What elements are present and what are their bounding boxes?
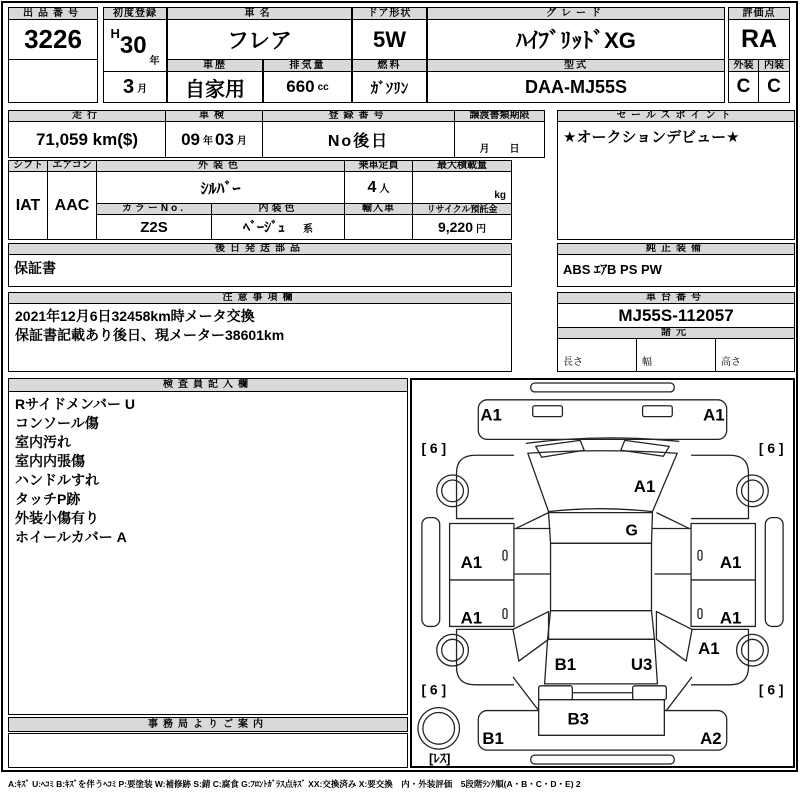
damage-mark: A1	[460, 608, 483, 628]
car-diagram-svg	[412, 380, 793, 766]
grade-value: ﾊｲﾌﾞﾘｯﾄﾞXG	[427, 19, 725, 60]
rear-window-shape	[548, 611, 655, 640]
tire-front-left-inner	[442, 480, 464, 502]
inspector-line: コンソール傷	[15, 415, 99, 431]
door-shape-label: ドア形状	[352, 7, 427, 20]
notes-label: 注意事項欄	[8, 292, 512, 304]
cowl-line	[526, 438, 679, 443]
score-value: RA	[728, 19, 790, 60]
damage-mark: B1	[482, 729, 504, 749]
door-handle	[698, 550, 702, 560]
interior-grade-label: 内装	[758, 59, 790, 72]
era-letter: H	[110, 26, 120, 41]
office-info-label: 事務局よりご案内	[8, 717, 408, 732]
front-bumper-shape	[478, 400, 726, 440]
spec-height-label: 高さ	[715, 338, 795, 372]
door-handle	[698, 609, 702, 619]
damage-mark: A1	[719, 608, 742, 628]
roof-shape	[551, 543, 652, 610]
lot-empty-cell	[8, 59, 98, 103]
grade-label: グレード	[427, 7, 725, 20]
sales-point-value: ★オークションデビュー★	[557, 121, 795, 240]
rear-gate-lower-shape	[539, 700, 665, 736]
tire-depth-label: [ 6 ]	[758, 681, 784, 698]
quarter-left-shape	[513, 612, 549, 661]
era-year: 30	[119, 31, 147, 59]
car-damage-diagram	[410, 378, 795, 768]
sales-point-label: セールスポイント	[557, 110, 795, 122]
exterior-grade-label: 外装	[728, 59, 759, 72]
inspection-value	[165, 121, 263, 158]
wiper-left-shape	[536, 440, 584, 457]
oem-equipment-value: ABS ｴｱB PS PW	[557, 254, 795, 287]
sill-right-shape	[765, 518, 783, 627]
spec-length-label: 長さ	[557, 338, 637, 372]
rear-corner-right	[666, 677, 692, 711]
rear-corner-left	[513, 677, 539, 711]
first-registration-month	[103, 71, 167, 103]
a-pillar-right	[656, 513, 689, 529]
inspector-line: タッチP跡	[15, 491, 81, 507]
inspection-label: 車検	[165, 110, 263, 122]
capacity-unit: 人	[379, 184, 390, 195]
model-code-value: DAA-MJ55S	[427, 71, 725, 103]
int-color-value	[211, 214, 345, 240]
damage-mark: U3	[630, 654, 653, 674]
quarter-right-shape	[656, 612, 692, 661]
headlight-left-shape	[533, 406, 563, 417]
ext-color-label: 外装色	[96, 160, 345, 172]
taillight-left-shape	[539, 686, 573, 700]
door-handle	[503, 609, 507, 619]
taillight-right-shape	[633, 686, 667, 700]
reg-no-value: No後日	[262, 121, 455, 158]
color-no-label: カラーNo.	[96, 203, 212, 215]
int-color-label: 内装色	[211, 203, 345, 215]
import-car-value	[344, 214, 413, 240]
lot-number-value: 3226	[8, 19, 98, 60]
legend-text: A:ｷｽﾞ U:ﾍｺﾐ B:ｷｽﾞを伴うﾍｺﾐ P:要塗装 W:補修跡 S:錆 C:腐食 G:ﾌﾛﾝﾄｶﾞﾗｽ点ｷｽﾞ XX:交換済み X:要交換 内・外装評価 5段階ﾗﾝｸ順(A・B・C・D・E) 2	[8, 779, 581, 789]
later-parts-label: 後日発送部品	[8, 243, 512, 255]
mileage-label: 走行	[8, 110, 166, 122]
wiper-right-shape	[621, 440, 669, 456]
damage-mark: B3	[567, 709, 590, 729]
reg-month: 3	[122, 75, 135, 98]
int-color-name: ﾍﾞｰｼﾞｭ	[243, 219, 285, 235]
shift-value: IAT	[8, 171, 48, 240]
month-unit: 月	[137, 83, 148, 95]
model-code-label: 型式	[427, 59, 725, 72]
a-pillar-left	[516, 513, 549, 529]
oem-equipment-label: 純正装備	[557, 243, 795, 255]
chassis-label: 車台番号	[557, 292, 795, 304]
interior-grade-value: C	[758, 71, 790, 103]
front-fender-right-shape	[691, 455, 748, 518]
notes-line: 2021年12月6日32458km時メータ交換	[15, 308, 255, 324]
max-load-value	[412, 171, 512, 204]
damage-mark: A1	[460, 553, 483, 573]
damage-mark: A1	[703, 405, 725, 425]
first-registration-year	[103, 19, 167, 72]
tire-depth-label: [ 6 ]	[758, 440, 784, 457]
fuel-value: ｶﾞｿﾘﾝ	[352, 71, 427, 103]
damage-mark: G	[625, 522, 638, 540]
first-registration-label: 初度登録	[103, 7, 167, 20]
recycle-deposit-number: 9,220	[437, 219, 474, 235]
max-load-unit: kg	[494, 190, 506, 201]
displacement-value	[263, 71, 352, 103]
rear-fender-left-shape	[457, 629, 514, 684]
damage-mark: A1	[633, 476, 656, 496]
inspector-line: Rサイドメンバー U	[15, 396, 136, 412]
car-name-value: フレア	[167, 19, 352, 60]
inspector-label: 検査員記入欄	[8, 378, 408, 392]
tire-rear-left-inner	[442, 639, 464, 661]
inspector-line: 室内汚れ	[15, 434, 71, 450]
rear-lip-strip	[531, 755, 674, 764]
import-car-label: 輸入車	[344, 203, 413, 215]
specs-label: 諸元	[557, 327, 795, 339]
displacement-label: 排気量	[263, 59, 352, 72]
history-label: 車歴	[167, 59, 263, 72]
damage-mark: A1	[698, 639, 720, 659]
fuel-label: 燃料	[352, 59, 427, 72]
capacity-label: 乗車定員	[344, 160, 413, 172]
capacity-value	[344, 171, 413, 204]
lot-number-label: 出品番号	[8, 7, 98, 20]
tire-front-right-inner	[742, 480, 764, 502]
car-name-label: 車名	[167, 7, 352, 20]
capacity-number: 4	[367, 178, 377, 196]
damage-mark: A2	[700, 729, 722, 749]
office-info-body	[8, 733, 408, 768]
spare-tire	[418, 708, 460, 750]
front-lip-strip	[531, 383, 674, 392]
history-value: 自家用	[167, 71, 263, 103]
sill-left-shape	[422, 518, 440, 627]
tire-depth-label: [ 6 ]	[421, 440, 447, 457]
spec-width-label: 幅	[636, 338, 716, 372]
spare-tire-label: [ﾚｽ]	[428, 751, 451, 766]
damage-mark: A1	[480, 405, 502, 425]
spare-tire-inner	[423, 713, 455, 745]
chassis-value: MJ55S-112057	[557, 303, 795, 328]
int-color-suffix: 系	[303, 223, 313, 235]
recycle-deposit-unit: 円	[476, 223, 487, 235]
recycle-deposit-label: リサイクル預託金	[412, 203, 512, 215]
aircon-value: AAC	[47, 171, 97, 240]
inspector-body	[8, 391, 408, 715]
shift-label: シフト	[8, 160, 48, 172]
damage-mark: B1	[554, 654, 577, 674]
inspection-month-unit: 月	[236, 136, 247, 147]
inspector-line: 外装小傷有り	[15, 510, 99, 526]
inspection-month: 03	[215, 129, 234, 149]
door-handle	[503, 550, 507, 560]
door-shape-value: 5W	[352, 19, 427, 60]
notes-line: 保証書記載あり後日、現メーター38601km	[15, 327, 285, 343]
inspection-year-unit: 年	[203, 136, 213, 147]
later-parts-value: 保証書	[8, 254, 512, 287]
recycle-deposit-value	[412, 214, 512, 240]
max-load-label: 最大積載量	[412, 160, 512, 172]
inspector-line: 室内内張傷	[15, 453, 85, 469]
tire-depth-label: [ 6 ]	[421, 681, 447, 698]
transfer-deadline-label: 譲渡書類期限	[454, 110, 545, 122]
color-no-value: Z2S	[96, 214, 212, 240]
transfer-deadline-value: 月 日	[454, 121, 545, 158]
inspector-line: ハンドルすれ	[15, 472, 99, 488]
ext-color-value: ｼﾙﾊﾞｰ	[96, 171, 345, 204]
exterior-grade-value: C	[728, 71, 759, 103]
headlight-right-shape	[643, 406, 673, 417]
damage-mark: A1	[719, 553, 742, 573]
score-label: 評価点	[728, 7, 790, 20]
notes-body	[8, 303, 512, 372]
displacement-unit: cc	[317, 81, 329, 93]
mileage-value: 71,059 km($)	[8, 121, 166, 158]
aircon-label: エアコン	[47, 160, 97, 172]
reg-no-label: 登録番号	[262, 110, 455, 122]
front-fender-left-shape	[457, 455, 514, 518]
inspection-year: 09	[181, 129, 200, 149]
inspector-line: ホイールカバー A	[15, 529, 127, 545]
year-unit: 年	[149, 56, 160, 67]
displacement-number: 660	[286, 77, 315, 96]
tire-rear-right-inner	[742, 639, 764, 661]
